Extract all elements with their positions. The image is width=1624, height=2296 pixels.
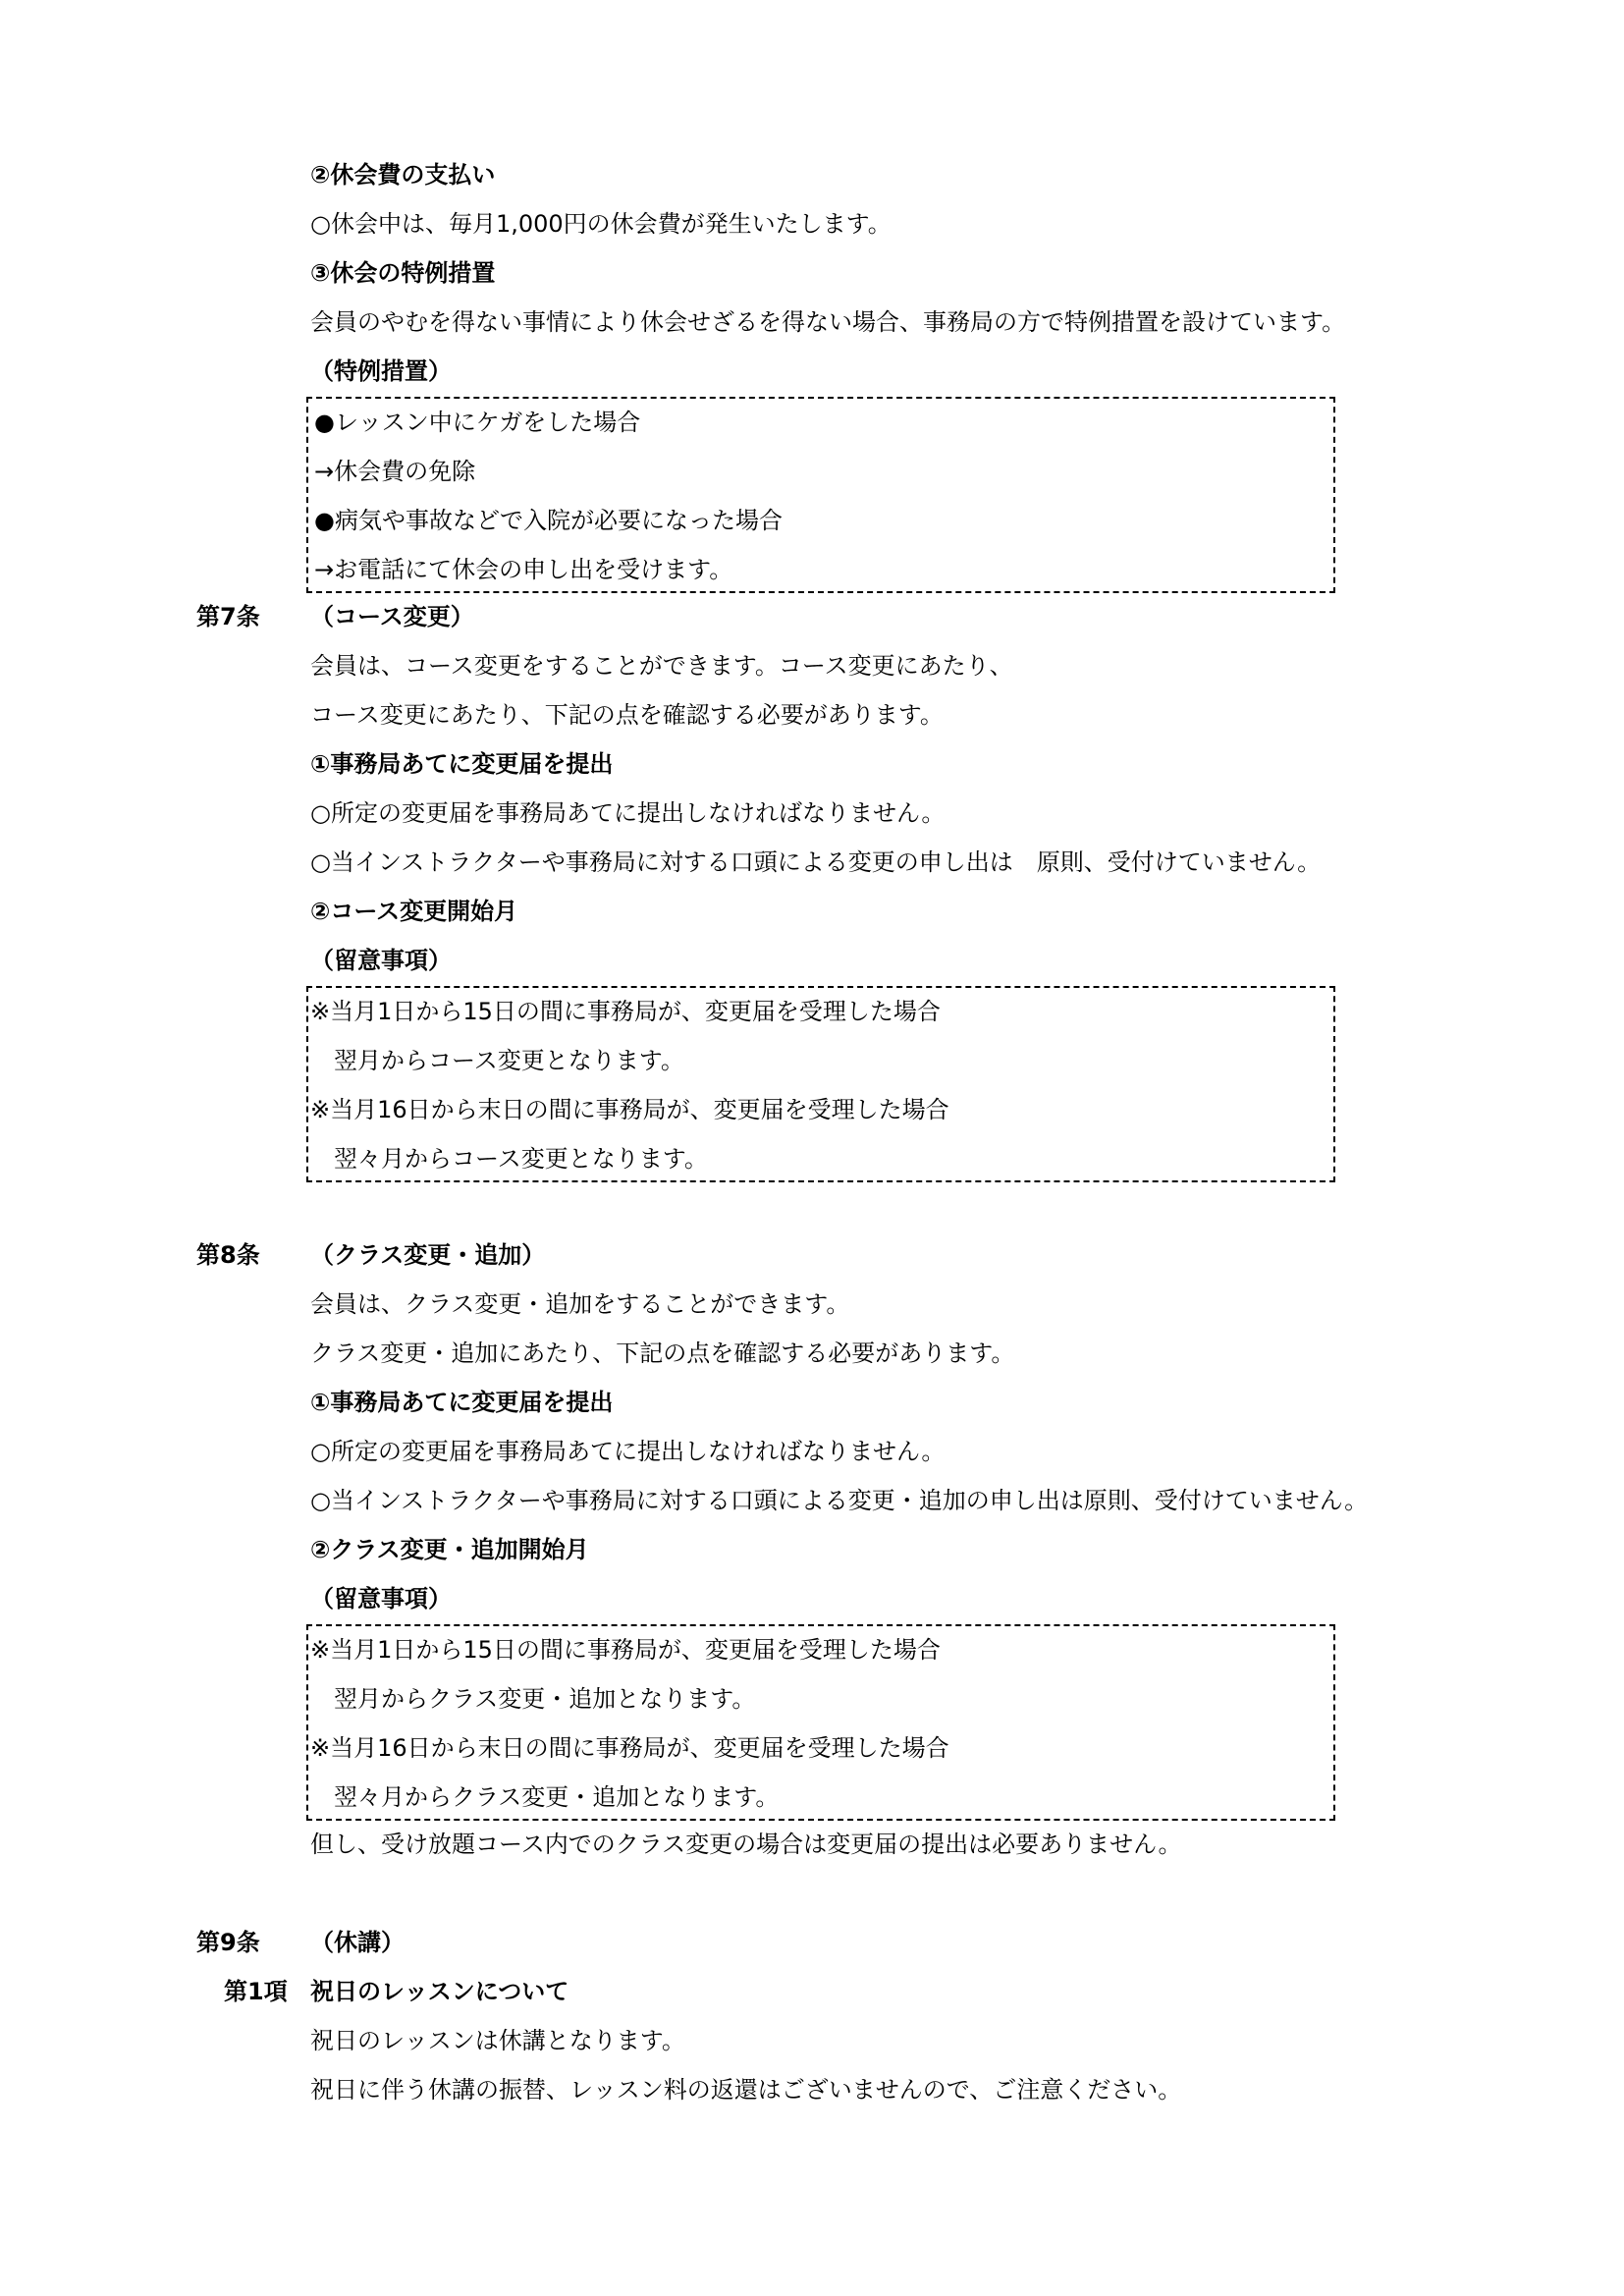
box-line: ※当月1日から15日の間に事務局が、変更届を受理した場合 <box>310 1636 941 1664</box>
box-line: ●病気や事故などで入院が必要になった場合 <box>314 507 783 534</box>
paragraph: ○所定の変更届を事務局あてに提出しなければなりません。 <box>310 799 946 827</box>
box-line: 翌月からコース変更となります。 <box>310 1047 684 1074</box>
paragraph: 会員は、コース変更をすることができます。コース変更にあたり、 <box>310 652 1013 680</box>
article-number: 第9条 <box>196 1929 260 1956</box>
paragraph: ○当インストラクターや事務局に対する口頭による変更・追加の申し出は原則、受付けていません。 <box>310 1487 1369 1514</box>
section-heading: ②コース変更開始月 <box>310 898 518 925</box>
paragraph: コース変更にあたり、下記の点を確認する必要があります。 <box>310 701 944 729</box>
box-title: （留意事項） <box>310 1585 452 1613</box>
article-number: 第7条 <box>196 603 260 630</box>
article-title: （コース変更） <box>310 603 474 630</box>
article-title: （休講） <box>310 1929 405 1956</box>
article-number: 第8条 <box>196 1241 260 1269</box>
paragraph: 会員は、クラス変更・追加をすることができます。 <box>310 1290 850 1318</box>
section-heading: ①事務局あてに変更届を提出 <box>310 1389 614 1416</box>
clause-number: 第1項 <box>224 1978 288 2005</box>
box-line: 翌々月からクラス変更・追加となります。 <box>310 1783 780 1811</box>
paragraph: ○休会中は、毎月1,000円の休会費が発生いたします。 <box>310 210 892 238</box>
box-line: →休会費の免除 <box>314 458 476 485</box>
box-line: 翌々月からコース変更となります。 <box>310 1145 708 1173</box>
clause-title: 祝日のレッスンについて <box>310 1978 569 2005</box>
special-measures-box <box>306 397 1335 593</box>
paragraph: 祝日に伴う休講の振替、レッスン料の返還はございませんので、ご注意ください。 <box>310 2076 1182 2104</box>
notes-box <box>306 986 1335 1182</box>
paragraph: ○当インストラクターや事務局に対する口頭による変更の申し出は 原則、受付けていません。 <box>310 848 1322 876</box>
paragraph: 祝日のレッスンは休講となります。 <box>310 2027 685 2054</box>
paragraph: 会員のやむを得ない事情により休会せざるを得ない場合、事務局の方で特例措置を設けています。 <box>310 308 1346 336</box>
box-line: ※当月16日から末日の間に事務局が、変更届を受理した場合 <box>310 1734 949 1762</box>
section-heading-special-measures: ③休会の特例措置 <box>310 259 496 287</box>
section-heading-suspension-fee: ②休会費の支払い <box>310 161 496 189</box>
box-line: 翌月からクラス変更・追加となります。 <box>310 1685 756 1713</box>
paragraph: ○所定の変更届を事務局あてに提出しなければなりません。 <box>310 1438 946 1465</box>
paragraph-note: 但し、受け放題コース内でのクラス変更の場合は変更届の提出は必要ありません。 <box>310 1831 1182 1858</box>
section-heading: ②クラス変更・追加開始月 <box>310 1536 589 1563</box>
box-line: ●レッスン中にケガをした場合 <box>314 409 641 436</box>
notes-box <box>306 1624 1335 1821</box>
section-heading: ①事務局あてに変更届を提出 <box>310 750 614 778</box>
box-line: ※当月1日から15日の間に事務局が、変更届を受理した場合 <box>310 998 941 1025</box>
box-title: （留意事項） <box>310 947 452 974</box>
box-line: →お電話にて休会の申し出を受けます。 <box>314 556 733 583</box>
paragraph: クラス変更・追加にあたり、下記の点を確認する必要があります。 <box>310 1339 1015 1367</box>
article-title: （クラス変更・追加） <box>310 1241 546 1269</box>
box-title: （特例措置） <box>310 357 452 385</box>
box-line: ※当月16日から末日の間に事務局が、変更届を受理した場合 <box>310 1096 949 1123</box>
